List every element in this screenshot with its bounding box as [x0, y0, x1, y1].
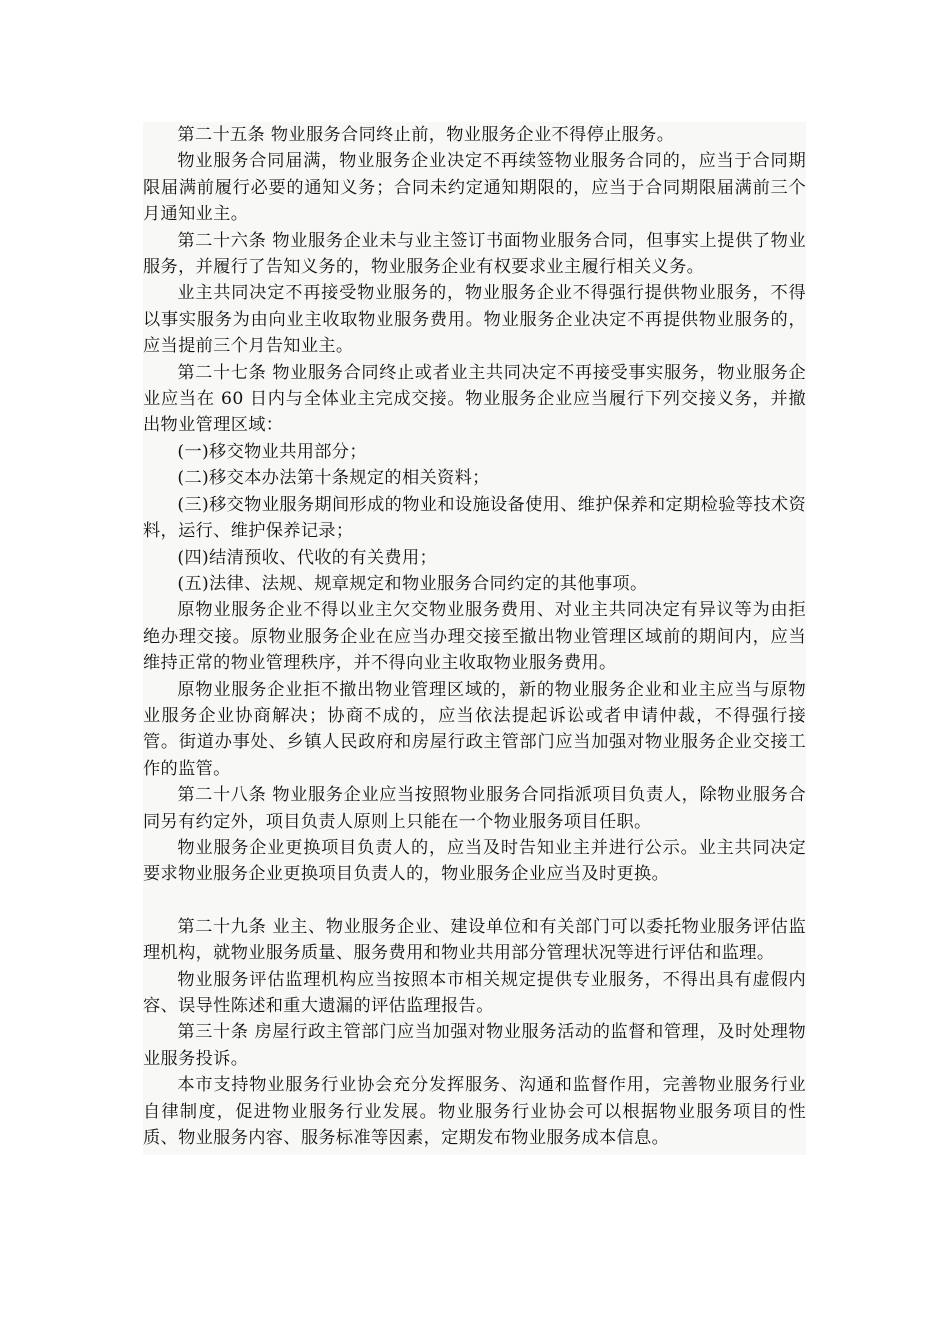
article-26: 第二十六条 物业服务企业未与业主签订书面物业服务合同，但事实上提供了物业服务，并履行了告知义务的，物业服务企业有权要求业主履行相关义务。 [143, 230, 806, 278]
article-27-item-4: (四)结清预收、代收的有关费用； [177, 547, 438, 568]
article-27-item-3: (三)移交物业服务期间形成的物业和设施设备使用、维护保养和定期检验等技术资料，运行、维护保养记录； [143, 494, 806, 542]
article-30: 第三十条 房屋行政主管部门应当加强对物业服务活动的监督和管理，及时处理物业服务投诉。 [143, 1022, 806, 1069]
paragraph-gap [143, 888, 806, 914]
article-27-item-1: (一)移交物业共用部分； [177, 441, 367, 462]
article-28: 第二十八条 物业服务企业应当按照物业服务合同指派项目负责人，除物业服务合同另有约定外，项目负责人原则上只能在一个物业服务项目任职。 [143, 785, 806, 832]
article-29-paragraph-2: 物业服务评估监理机构应当按照本市相关规定提供专业服务，不得出具有虚假内容、误导性陈述和重大遗漏的评估监理报告。 [143, 969, 806, 1016]
article-27-item-2: (二)移交本办法第十条规定的相关资料； [177, 468, 490, 489]
article-27: 第二十七条 物业服务合同终止或者业主共同决定不再接受事实服务，物业服务企业应当在 60 日内与全体业主完成交接。物业服务企业应当履行下列交接义务，并撤出物业管理区域： [143, 362, 806, 436]
article-27-item-5: (五)法律、法规、规章规定和物业服务合同约定的其他事项。 [177, 573, 648, 594]
article-26-paragraph-2: 业主共同决定不再接受物业服务的，物业服务企业不得强行提供物业服务，不得以事实服务为由向业主收取物业服务费用。物业服务企业决定不再提供物业服务的，应当提前三个月告知业主。 [143, 283, 806, 357]
article-25-paragraph-2: 物业服务合同届满，物业服务企业决定不再续签物业服务合同的，应当于合同期限届满前履行必要的通知义务；合同未约定通知期限的，应当于合同期限届满前三个月通知业主。 [143, 151, 806, 225]
article-30-paragraph-2: 本市支持物业服务行业协会充分发挥服务、沟通和监督作用，完善物业服务行业自律制度，促进物业服务行业发展。物业服务行业协会可以根据物业服务项目的性质、物业服务内容、服务标准等因素，定期发布物业服务成本信息。 [143, 1075, 806, 1149]
article-27-paragraph-3: 原物业服务企业拒不撤出物业管理区域的，新的物业服务企业和业主应当与原物业服务企业协商解决；协商不成的，应当依法提起诉讼或者申请仲裁，不得强行接管。街道办事处、乡镇人民政府和房屋行政主管部门应当加强对物业服务企业交接工作的监管。 [143, 679, 806, 779]
document-body [143, 122, 806, 1155]
article-25: 第二十五条 物业服务合同终止前，物业服务企业不得停止服务。 [177, 125, 675, 145]
article-29: 第二十九条 业主、物业服务企业、建设单位和有关部门可以委托物业服务评估监理机构，就物业服务质量、服务费用和物业共用部分管理状况等进行评估和监理。 [143, 916, 806, 964]
article-28-paragraph-2: 物业服务企业更换项目负责人的，应当及时告知业主并进行公示。业主共同决定要求物业服务企业更换项目负责人的，物业服务企业应当及时更换。 [143, 837, 806, 885]
article-27-paragraph-2: 原物业服务企业不得以业主欠交物业服务费用、对业主共同决定有异议等为由拒绝办理交接。原物业服务企业在应当办理交接至撤出物业管理区域前的期间内，应当维持正常的物业管理秩序，并不得向业主收取物业服务费用。 [143, 600, 806, 674]
